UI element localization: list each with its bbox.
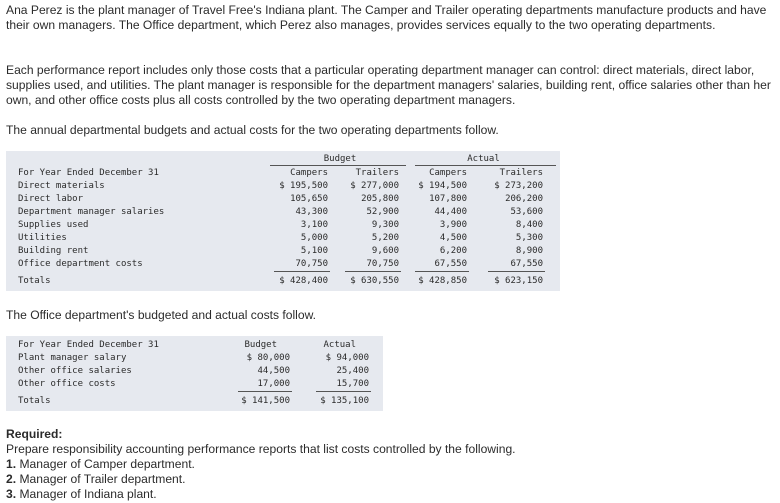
cell: 5,000 [300,233,328,243]
total-rule [238,391,292,392]
cell: 53,600 [510,207,543,217]
item-number: 1. [6,457,17,471]
cell: 44,500 [257,366,290,376]
cell: 17,000 [257,379,290,389]
totals-label: Totals [18,276,51,286]
cell: 44,400 [434,207,467,217]
cell: 4,500 [439,233,467,243]
col-header-actual-campers: Campers [429,168,467,178]
item-number: 2. [6,472,17,486]
row-label-header: For Year Ended December 31 [18,340,159,350]
cell: 67,550 [510,259,543,269]
row-label: Direct materials [18,181,105,191]
cell: $ 195,500 [279,181,328,191]
cell: 5,300 [515,233,543,243]
item-text: Manager of Camper department. [19,457,195,471]
total-rule [345,271,401,272]
col-header-actual: Actual [323,340,356,350]
cell: 206,200 [505,194,543,204]
cell: 8,900 [515,246,543,256]
item-text: Manager of Trailer department. [19,472,186,486]
cell: 70,750 [366,259,399,269]
total-rule [488,271,545,272]
totals-label: Totals [18,396,51,406]
total-cell: $ 623,150 [494,276,543,286]
cell: 6,200 [439,246,467,256]
required-heading: Required: [6,427,63,441]
row-label: Other office salaries [18,366,132,376]
required-section [6,427,766,502]
cell: 3,100 [300,220,328,230]
cell: $ 277,000 [350,181,399,191]
office-costs-table [6,336,383,411]
total-cell: $ 135,100 [320,396,369,406]
item-number: 3. [6,487,17,501]
row-label-header: For Year Ended December 31 [18,168,159,178]
cell: 3,900 [439,220,467,230]
actual-group-header: Actual [467,154,500,164]
cell: 5,100 [300,246,328,256]
total-rule [316,391,371,392]
cell: 205,800 [361,194,399,204]
total-cell: $ 630,550 [350,276,399,286]
cell: 25,400 [336,366,369,376]
required-item-1 [6,457,766,472]
cell: 8,400 [515,220,543,230]
row-label: Utilities [18,233,67,243]
total-rule [274,271,330,272]
row-label: Office department costs [18,259,143,269]
total-rule [415,271,469,272]
col-header-budget: Budget [244,340,277,350]
office-intro: The Office department's budgeted and actual costs follow. [6,308,316,322]
cell: $ 80,000 [246,353,290,363]
cell: 9,600 [371,246,399,256]
required-item-2 [6,472,766,487]
cell: 52,900 [366,207,399,217]
item-text: Manager of Indiana plant. [19,487,157,501]
cell: $ 94,000 [325,353,369,363]
total-cell: $ 428,400 [279,276,328,286]
cell: 105,650 [290,194,328,204]
row-label: Department manager salaries [18,207,165,217]
department-costs-table [6,151,560,291]
row-label: Plant manager salary [18,353,127,363]
col-header-budget-trailers: Trailers [355,168,399,178]
required-item-3 [6,487,766,502]
total-cell: $ 428,850 [418,276,467,286]
cell: 67,550 [434,259,467,269]
cell: 70,750 [295,259,328,269]
actual-underline [415,165,556,166]
cell: 9,300 [371,220,399,230]
intro-paragraph-2: Each performance report includes only those costs that a particular operating department manager can control: direct materials, direct labor, supplies used, and utilities. The plant manager is responsible for the department managers' salaries, building rent, office salaries other than her own, and other office costs plus all costs controlled by the two operating department managers. [6,63,771,107]
budget-underline [270,165,406,166]
row-label: Building rent [18,246,89,256]
cell: 43,300 [295,207,328,217]
col-header-actual-trailers: Trailers [499,168,543,178]
budget-group-header: Budget [323,154,357,164]
cell: 5,200 [371,233,399,243]
intro-paragraph-1: Ana Perez is the plant manager of Travel Free's Indiana plant. The Camper and Trailer operating departments manufacture products and have their own managers. The Office department, which Perez also manages, provides services equally to the two operating departments. [6,3,767,32]
cell: $ 273,200 [494,181,543,191]
row-label: Other office costs [18,379,116,389]
row-label: Supplies used [18,220,89,230]
required-text: Prepare responsibility accounting performance reports that list costs controlled by the following. [6,442,516,456]
cell: 107,800 [429,194,467,204]
cell: $ 194,500 [418,181,467,191]
total-cell: $ 141,500 [241,396,290,406]
cell: 15,700 [336,379,369,389]
row-label: Direct labor [18,194,84,204]
intro-paragraph-3: The annual departmental budgets and actual costs for the two operating departments follow. [6,123,499,137]
col-header-budget-campers: Campers [290,168,328,178]
